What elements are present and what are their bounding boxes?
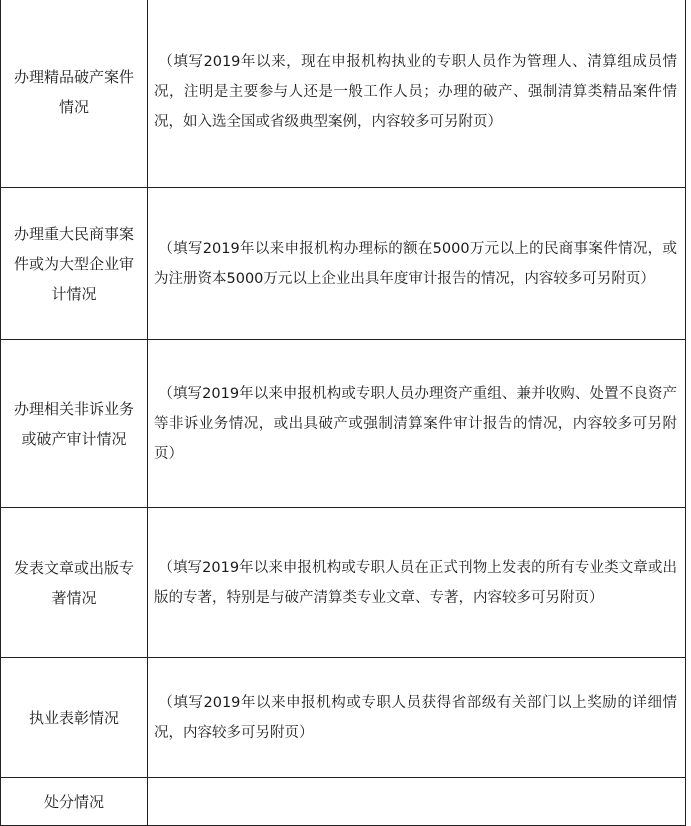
row-content-cell xyxy=(148,778,686,826)
row-label: 发表文章或出版专著情况 xyxy=(13,558,134,607)
row-label: 办理精品破产案件情况 xyxy=(13,68,134,116)
row-content: （填写2019年以来申报机构办理标的额在5000万元以上的民商事案件情况，或为注册资本5000万元以上企业出具年度审计报告的情况，内容较多可另附页） xyxy=(154,240,677,287)
row-content-cell xyxy=(148,658,686,778)
row-label: 办理重大民商事案件或为大型企业审计情况 xyxy=(13,224,134,303)
row-label: 处分情况 xyxy=(43,792,104,811)
row-content-cell xyxy=(148,188,686,340)
row-label-cell xyxy=(1,508,148,658)
table-row xyxy=(1,658,686,778)
row-label-cell xyxy=(1,658,148,778)
table-row xyxy=(1,340,686,508)
table-row xyxy=(1,778,686,826)
row-label: 执业表彰情况 xyxy=(28,708,119,727)
table-row xyxy=(1,188,686,340)
row-content-cell xyxy=(148,0,686,188)
row-label-cell xyxy=(1,778,148,826)
row-label-cell xyxy=(1,340,148,508)
row-content: （填写2019年以来，现在申报机构执业的专职人员作为管理人、清算组成员情况，注明是主要参与人还是一般工作人员；办理的破产、强制清算类精品案件情况，如入选全国或省级典型案例，内容较多可另附页） xyxy=(154,54,677,130)
row-content: （填写2019年以来申报机构或专职人员获得省部级有关部门以上奖励的详细情况，内容较多可另附页） xyxy=(154,694,677,741)
row-label: 办理相关非诉业务或破产审计情况 xyxy=(13,399,134,448)
table-row xyxy=(1,508,686,658)
row-content-cell xyxy=(148,508,686,658)
row-label-cell xyxy=(1,188,148,340)
row-label-cell xyxy=(1,0,148,188)
table-row xyxy=(1,0,686,188)
row-content: （填写2019年以来申报机构或专职人员在正式刊物上发表的所有专业类文章或出版的专著，特别是与破产清算类专业文章、专著，内容较多可另附页） xyxy=(154,559,677,606)
row-content-cell xyxy=(148,340,686,508)
row-content: （填写2019年以来申报机构或专职人员办理资产重组、兼并收购、处置不良资产等非诉业务情况，或出具破产或强制清算案件审计报告的情况，内容较多可另附页） xyxy=(154,385,677,462)
